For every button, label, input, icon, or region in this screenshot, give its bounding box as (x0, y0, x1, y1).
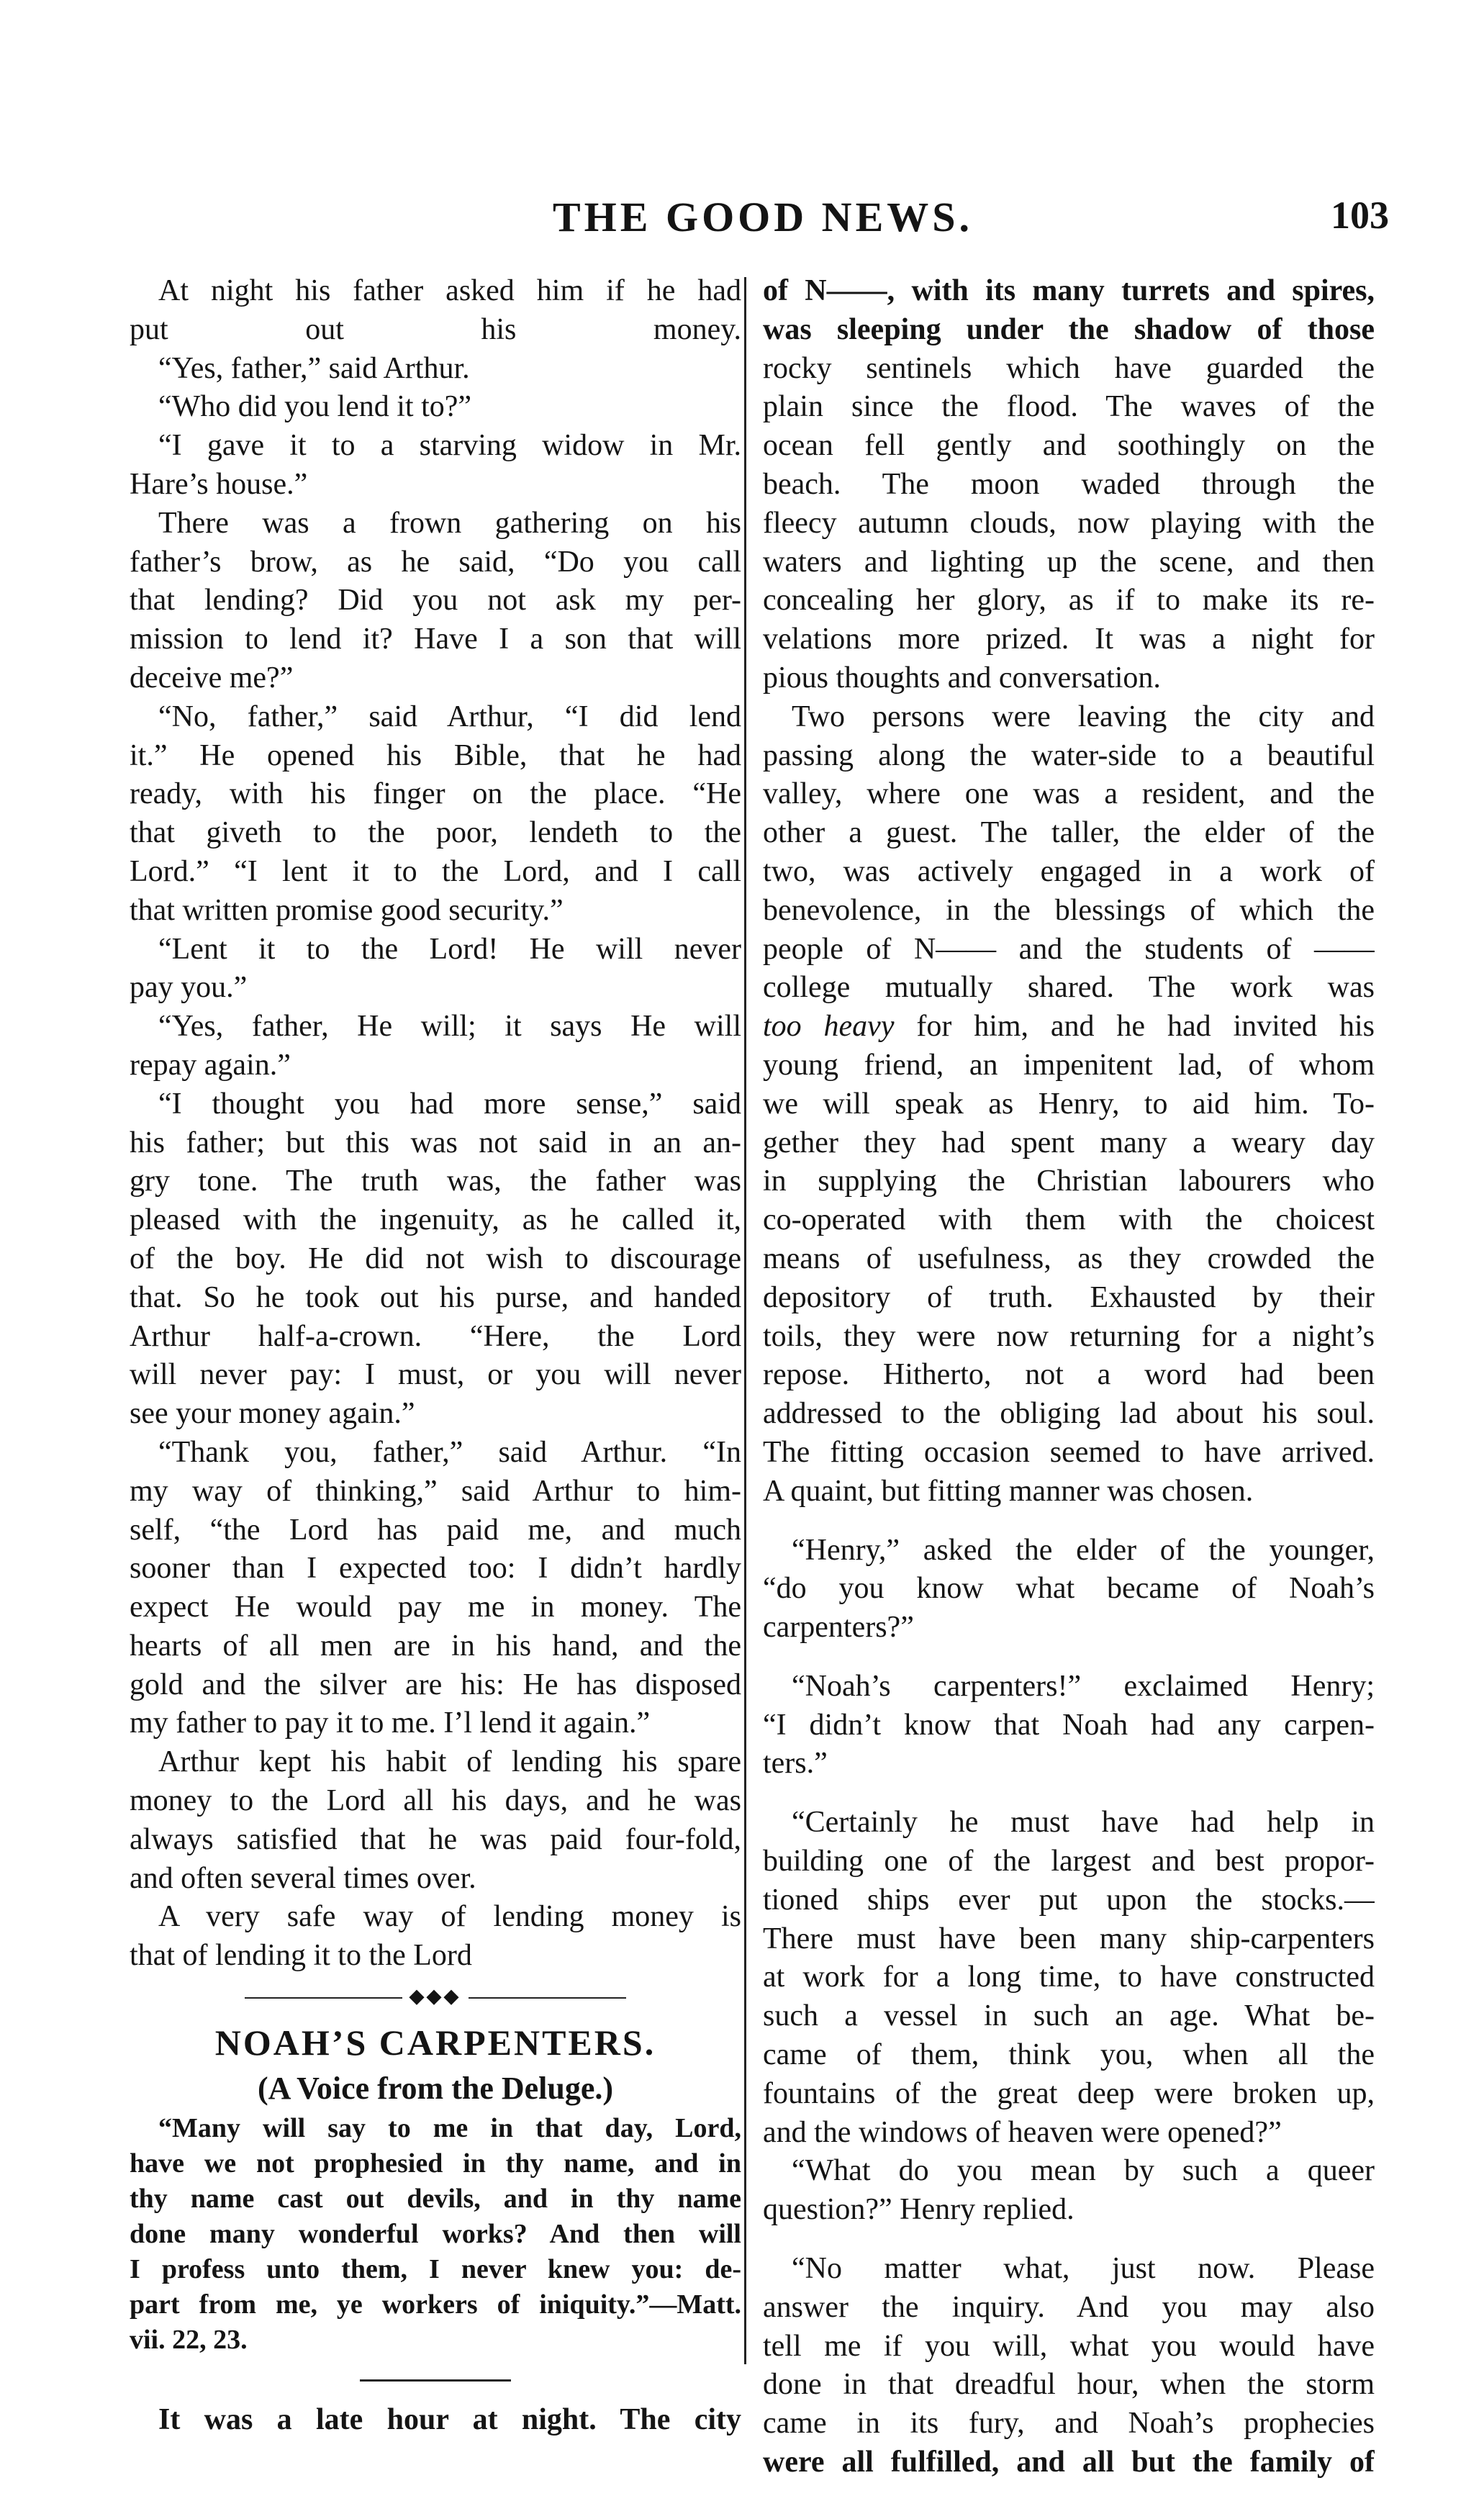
text-line: will never pay: I must, or you will never (130, 1358, 741, 1392)
text-line: repose. Hitherto, not a word had been (763, 1358, 1375, 1392)
text-line: self, “the Lord has paid me, and much (130, 1513, 741, 1547)
text-line: co-operated with them with the choicest (763, 1203, 1375, 1237)
text-line: fleecy autumn clouds, now playing with the (763, 506, 1375, 540)
text-line: “No matter what, just now. Please (792, 2252, 1375, 2286)
text-line: plain since the flood. The waves of the (763, 390, 1375, 424)
text-line: that. So he took out his purse, and handed (130, 1280, 741, 1314)
text-line: part from me, ye workers of iniquity.”—Matt. (130, 2289, 741, 2320)
text-line: that giveth to the poor, lendeth to the (130, 816, 741, 850)
text-line: “Certainly he must have had help in (792, 1806, 1375, 1840)
text-line: velations more prized. It was a night for (763, 623, 1375, 656)
text-line: gether they had spent many a weary day (763, 1126, 1375, 1159)
text-line: tell me if you will, what you would have (763, 2329, 1375, 2363)
text-line: The fitting occasion seemed to have arrived. (763, 1435, 1375, 1469)
text-line: “Yes, father,” said Arthur. (158, 351, 470, 385)
short-rule (130, 2358, 741, 2401)
text-line: young friend, an impenitent lad, of whom (763, 1048, 1375, 1082)
text-line: other a guest. The taller, the elder of the (763, 816, 1375, 850)
text-line: college mutually shared. The work was (763, 971, 1375, 1005)
text-line: passing along the water-side to a beautiful (763, 738, 1375, 772)
text-line: “I thought you had more sense,” said (158, 1087, 741, 1121)
text-line: “Yes, father, He will; it says He will (158, 1010, 741, 1044)
text-line: gold and the silver are his: He has disposed (130, 1668, 741, 1701)
text-line: tioned ships ever put upon the stocks.— (763, 1883, 1375, 1917)
column-divider (744, 277, 746, 2364)
text-line: were all fulfilled, and all but the family of (763, 2446, 1375, 2479)
text-line: I profess unto them, I never knew you: de- (130, 2254, 741, 2285)
text-line: that of lending it to the Lord (130, 1939, 472, 1973)
text-line: vii. 22, 23. (130, 2325, 248, 2356)
text-line: depository of truth. Exhausted by their (763, 1280, 1375, 1314)
text-line: and the windows of heaven were opened?” (763, 2115, 1282, 2149)
text-line: too heavy for him, and he had invited his (763, 1010, 1375, 1044)
text-line: such a vessel in such an age. What be- (763, 1999, 1375, 2033)
text-line: “Many will say to me in that day, Lord, (158, 2113, 741, 2144)
text-line: done in that dreadful hour, when the storm (763, 2368, 1375, 2402)
text-line: ocean fell gently and soothingly on the (763, 429, 1375, 463)
text-line: addressed to the obliging lad about his soul. (763, 1397, 1375, 1431)
text-line: thy name cast out devils, and in thy name (130, 2184, 741, 2215)
text-line: mission to lend it? Have I a son that will (130, 623, 741, 656)
left-column (130, 272, 741, 2437)
section-title: NOAH’S CARPENTERS. (214, 2022, 656, 2063)
text-line: There must have been many ship-carpenters (763, 1922, 1375, 1955)
paragraph-gap (763, 1511, 1375, 1532)
text-line: always satisfied that he was paid four-fold, (130, 1822, 741, 1856)
text-line: answer the inquiry. And you may also (763, 2290, 1375, 2324)
text-line: Arthur half-a-crown. “Here, the Lord (130, 1319, 741, 1353)
text-line: put out his money. (130, 312, 741, 346)
text-line: A quaint, but fitting manner was chosen. (763, 1474, 1254, 1508)
text-line: at work for a long time, to have constructed (763, 1960, 1375, 1994)
text-line: and often several times over. (130, 1861, 476, 1895)
text-line: “Henry,” asked the elder of the younger, (792, 1533, 1375, 1567)
text-line: that written promise good security.” (130, 893, 564, 927)
text-line: hearts of all men are in his hand, and the (130, 1629, 741, 1663)
paragraph-gap (763, 1647, 1375, 1668)
text-line: Two persons were leaving the city and (792, 700, 1375, 733)
epigraph (130, 2111, 741, 2358)
publication-title: THE GOOD NEWS. (552, 194, 974, 240)
text-line: “Who did you lend it to?” (158, 390, 472, 424)
text-line: ready, with his finger on the place. “He (130, 777, 741, 811)
text-line: question?” Henry replied. (763, 2193, 1074, 2227)
text-line: means of usefulness, as they crowded the (763, 1242, 1375, 1275)
section-ornament (130, 1976, 741, 2019)
text-line: done many wonderful works? And then will (130, 2219, 741, 2250)
running-header (137, 193, 1389, 250)
text-line: concealing her glory, as if to make its re- (763, 584, 1375, 618)
text-line: of N——, with its many turrets and spires, (763, 274, 1375, 307)
text-line: have we not prophesied in thy name, and in (130, 2148, 741, 2179)
text-line: of the boy. He did not wish to discourage (130, 1242, 741, 1275)
text-line: people of N—— and the students of —— (763, 932, 1375, 966)
text-line: pleased with the ingenuity, as he called it, (130, 1203, 741, 1237)
text-line: carpenters?” (763, 1611, 914, 1645)
text-line: expect He would pay me in money. The (130, 1591, 741, 1624)
text-line: Lord.” “I lent it to the Lord, and I call (130, 854, 741, 888)
text-line: “I gave it to a starving widow in Mr. (158, 429, 741, 463)
text-line: beach. The moon waded through the (763, 467, 1375, 501)
text-line: “No, father,” said Arthur, “I did lend (158, 700, 741, 733)
arthur-story (130, 272, 741, 1976)
text-line: A very safe way of lending money is (158, 1900, 741, 1934)
closing-line: It was a late hour at night. The city (158, 2403, 741, 2437)
text-line: father’s brow, as he said, “Do you call (130, 545, 741, 579)
text-line: money to the Lord all his days, and he was (130, 1784, 741, 1818)
ornament-glyphs: ◆◆◆ (402, 1986, 469, 2007)
text-line: “I didn’t know that Noah had any carpen- (763, 1708, 1375, 1742)
text-line: that lending? Did you not ask my per- (130, 584, 741, 618)
text-line: my way of thinking,” said Arthur to him- (130, 1474, 741, 1508)
text-line: waters and lighting up the scene, and then (763, 545, 1375, 579)
page-number: 103 (1331, 194, 1389, 237)
text-line: deceive me?” (130, 661, 294, 695)
text-line: his father; but this was not said in an an- (130, 1126, 741, 1159)
text-line: There was a frown gathering on his (158, 506, 741, 540)
right-column (763, 272, 1375, 2479)
text-line: “Thank you, father,” said Arthur. “In (158, 1435, 741, 1469)
text-line: we will speak as Henry, to aid him. To- (763, 1087, 1375, 1121)
text-line: “What do you mean by such a queer (792, 2154, 1375, 2188)
text-line: my father to pay it to me. I’l lend it again.” (130, 1706, 651, 1740)
text-line: pious thoughts and conversation. (763, 661, 1161, 695)
text-line: At night his father asked him if he had (158, 274, 741, 307)
text-line: it.” He opened his Bible, that he had (130, 738, 741, 772)
text-line: Arthur kept his habit of lending his spare (158, 1745, 741, 1779)
text-line: benevolence, in the blessings of which the (763, 893, 1375, 927)
section-subtitle: (A Voice from the Deluge.) (257, 2071, 614, 2107)
text-line: in supplying the Christian labourers who (763, 1164, 1375, 1198)
paragraph-gap (763, 2230, 1375, 2250)
text-line: “Lent it to the Lord! He will never (158, 932, 741, 966)
text-line: “do you know what became of Noah’s (763, 1572, 1375, 1606)
text-line: two, was actively engaged in a work of (763, 854, 1375, 888)
text-line: ters.” (763, 1747, 828, 1781)
text-line: Hare’s house.” (130, 467, 308, 501)
text-line: fountains of the great deep were broken up, (763, 2076, 1375, 2110)
text-line: repay again.” (130, 1048, 291, 1082)
emphasis: too heavy (763, 1010, 895, 1044)
text-line: came of them, think you, when all the (763, 2038, 1375, 2072)
text-line: gry tone. The truth was, the father was (130, 1164, 741, 1198)
paragraph-gap (763, 1783, 1375, 1804)
text-line: building one of the largest and best propor- (763, 1845, 1375, 1878)
text-line: was sleeping under the shadow of those (763, 312, 1375, 346)
text-line: toils, they were now returning for a night’s (763, 1319, 1375, 1353)
text-line: see your money again.” (130, 1397, 415, 1431)
text-line: “Noah’s carpenters!” exclaimed Henry; (792, 1669, 1375, 1703)
text-line: valley, where one was a resident, and the (763, 777, 1375, 811)
text-line: sooner than I expected too: I didn’t hardly (130, 1552, 741, 1586)
text-line: rocky sentinels which have guarded the (763, 351, 1375, 385)
text-line: pay you.” (130, 971, 248, 1005)
text-line: came in its fury, and Noah’s prophecies (763, 2407, 1375, 2441)
